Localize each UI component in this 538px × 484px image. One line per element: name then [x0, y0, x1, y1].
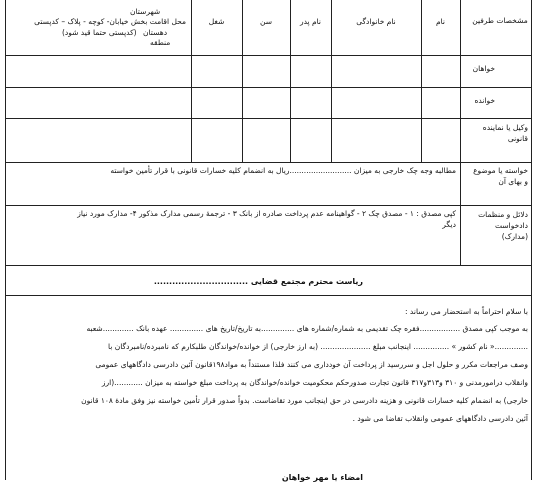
- header-parties: مشخصات طرفین: [472, 16, 528, 25]
- header-job: شغل: [208, 17, 225, 26]
- form-border: [5, 0, 532, 480]
- row-lawyer-label: وکیل یا نماینده قانونی: [482, 123, 528, 143]
- evidence-label: دلائل و منظمات دادخواست (مدارک): [478, 210, 528, 241]
- signature-label: امضاء یا مهر خواهان: [281, 473, 363, 482]
- header-residence-region: منطقه: [150, 38, 171, 47]
- row-divider: [5, 118, 532, 119]
- body-line: وصف مراجعات مکرر و حلول اجل و سررسید از پرداخت آن خودداری می کنند فلذا مستنداً به مواد۱۹۸قانون آئین دادرسی دادگاههای عمومی: [95, 360, 528, 369]
- body-greeting: با سلام احتراماً به استحضار می رساند :: [405, 307, 528, 316]
- request-label: خواسته یا موضوع و بهای آن: [473, 166, 528, 186]
- evidence-text: کپی مصدق : ۱ - مصدق چک ۲ - گواهینامه عدم پرداخت صادره از بانک ۳ - ترجمهٔ رسمی مدارک مذکور ۴- مدارک مورد نیاز دیگر: [77, 209, 456, 229]
- body-line: خارجی) به انضمام کلیه خسارات قانونی و هزینه دادرسی در حق اینجانب مورد تقاضاست. بدواً صدور قرار تأمین خواسته نیز وفق مادهٔ ۱۰۸ قانون: [81, 396, 528, 405]
- body-line: آئین دادرسی دادگاههای عمومی وانقلاب تقاضا می شود .: [352, 414, 528, 423]
- body-line: ..............« نام کشور » ............... اینجانب مبلغ ..................... (به ارز خارجی) از خوانده/خواندگان طلبکارم که نامبرده/نامبردگان با: [108, 342, 528, 351]
- row-divider: [5, 162, 532, 163]
- row-divider: [5, 55, 532, 56]
- header-residence: محل اقامت بخش خیابان- کوچه - پلاک – کدپستی: [34, 17, 186, 26]
- body-line: وانقلاب درامورمدنی و ۳۱۰ و۳۱۳و۳۱۷ قانون تجارت صدورحکم محکومیت خوانده/خواندگان به پرداخت مبلغ خواسته به میزان ............(ارز: [101, 378, 528, 387]
- row-divider: [5, 265, 532, 266]
- header-family: نام خانوادگی: [356, 17, 396, 26]
- table-divider: [460, 0, 461, 265]
- header-name: نام: [435, 17, 446, 26]
- header-residence-village: دهستان: [143, 28, 168, 37]
- row-divider: [5, 205, 532, 206]
- header-residence-city: شهرستان: [130, 7, 161, 16]
- header-age: سن: [260, 17, 272, 26]
- header-father: نام پدر: [299, 17, 322, 26]
- addressee: ریاست محترم مجتمع قضایی ...............................: [153, 277, 363, 286]
- row-divider: [5, 295, 532, 296]
- request-text: مطالبه وجه چک خارجی به میزان ..........................ریال به انضمام کلیه خسارات قانونی با قرار تأمین خواسته: [110, 166, 456, 175]
- row-defendant-label: خوانده: [474, 96, 495, 105]
- header-residence-note: (کدپستی حتما قید شود): [62, 28, 137, 37]
- row-plaintiff-label: خواهان: [472, 64, 495, 73]
- body-line: به موجب کپی مصدق .................فقره چک تقدیمی به شماره/شماره های ..............به تاریخ/تاریخ های .............. عهده بانک .............شعبه: [86, 324, 528, 333]
- row-divider: [5, 87, 532, 88]
